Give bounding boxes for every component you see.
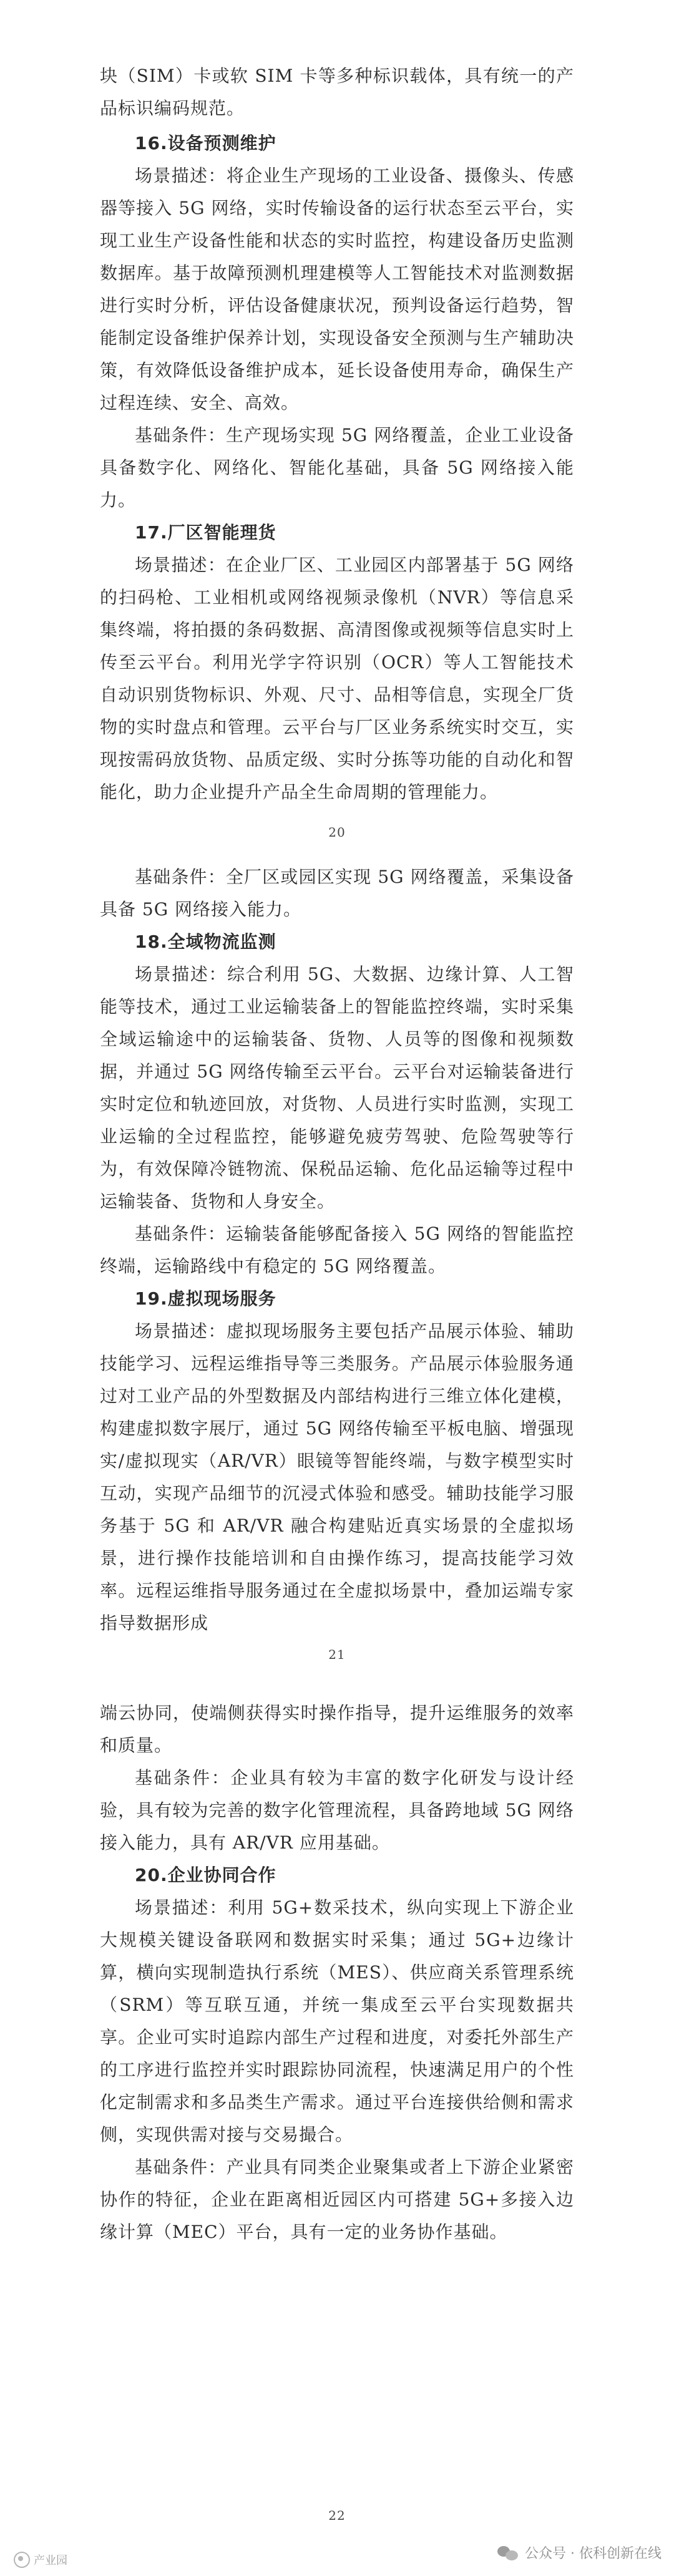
page-number: 20: [328, 825, 346, 840]
paragraph: 基础条件：产业具有同类企业聚集或者上下游企业紧密协作的特征，企业在距离相近园区内可搭建 5G+多接入边缘计算（MEC）平台，具有一定的业务协作基础。: [100, 2157, 574, 2242]
page-number: 21: [328, 1647, 346, 1662]
paragraph: 场景描述：综合利用 5G、大数据、边缘计算、人工智能等技术，通过工业运输装备上的智能监控终端，实时采集全域运输途中的运输装备、货物、人员等的图像和视频数据，并通过 5G 网络传输至云平台。云平台对运输装备进行实时定位和轨迹回放，对货物、人员进行实时监测，实现工业运输的全过程监控，能够避免疲劳驾驶、危险驾驶等行为，有效保障冷链物流、保税品运输、危化品运输等过程中运输装备、货物和人身安全。: [100, 964, 574, 1212]
paragraph: 基础条件：企业具有较为丰富的数字化研发与设计经验，具有较为完善的数字化管理流程，具备跨地域 5G 网络接入能力，具有 AR/VR 应用基础。: [100, 1767, 574, 1853]
paragraph: 场景描述：利用 5G+数采技术，纵向实现上下游企业大规模关键设备联网和数据实时采集；通过 5G+边缘计算，横向实现制造执行系统（MES）、供应商关系管理系统（SRM）等互联互通，并统一集成至云平台实现数据共享。企业可实时追踪内部生产过程和进度，对委托外部生产的工序进行监控并实时跟踪协同流程，快速满足用户的个性化定制需求和多品类生产需求。通过平台连接供给侧和需求侧，实现供需对接与交易撮合。: [100, 1897, 574, 2145]
section-heading-16: 16.设备预测维护: [135, 133, 276, 153]
paragraph: 基础条件：全厂区或园区实现 5G 网络覆盖，采集设备具备 5G 网络接入能力。: [100, 867, 574, 920]
paragraph: 场景描述：在企业厂区、工业园区内部署基于 5G 网络的扫码枪、工业相机或网络视频录像机（NVR）等信息采集终端，将拍摄的条码数据、高清图像或视频等信息实时上传至云平台。利用光学字符识别（OCR）等人工智能技术自动识别货物标识、外观、尺寸、品相等信息，实现全厂货物的实时盘点和管理。云平台与厂区业务系统实时交互，实现按需码放货物、品质定级、实时分拣等功能的自动化和智能化，助力企业提升产品全生命周期的管理能力。: [100, 555, 574, 802]
paragraph: 场景描述：虚拟现场服务主要包括产品展示体验、辅助技能学习、远程运维指导等三类服务。产品展示体验服务通过对工业产品的外型数据及内部结构进行三维立体化建模，构建虚拟数字展厅，通过 5G 网络传输至平板电脑、增强现实/虚拟现实（AR/VR）眼镜等智能终端，与数字模型实时互动，实现产品细节的沉浸式体验和感受。辅助技能学习服务基于 5G 和 AR/VR 融合构建贴近真实场景的全虚拟场景，进行操作技能培训和自由操作练习，提高技能学习效率。远程运维指导服务通过在全虚拟场景中，叠加运端专家指导数据形成: [100, 1321, 574, 1633]
section-heading-20: 20.企业协同合作: [135, 1865, 276, 1885]
section-heading-17: 17.厂区智能理货: [135, 522, 276, 543]
watermark-text: 公众号 · 依科创新在线: [525, 2546, 662, 2562]
corner-logo: [14, 2552, 67, 2568]
paragraph: 基础条件：运输装备能够配备接入 5G 网络的智能监控终端，运输路线中有稳定的 5G 网络覆盖。: [100, 1223, 574, 1276]
logo-icon: [14, 2552, 30, 2568]
logo-text: 产业园: [34, 2554, 67, 2567]
page-20: [0, 0, 674, 840]
page-21: [0, 861, 674, 1672]
wechat-icon: [497, 2545, 519, 2561]
section-heading-18: 18.全域物流监测: [135, 931, 276, 952]
paragraph: 端云协同，使端侧获得实时操作指导，提升运维服务的效率和质量。: [100, 1703, 574, 1756]
paragraph: 场景描述：将企业生产现场的工业设备、摄像头、传感器等接入 5G 网络，实时传输设备的运行状态至云平台，实现工业生产设备性能和状态的实时监控，构建设备历史监测数据库。基于故障预测机理建模等人工智能技术对监测数据进行实时分析，评估设备健康状况，预判设备运行趋势，智能制定设备维护保养计划，实现设备安全预测与生产辅助决策，有效降低设备维护成本，延长设备使用寿命，确保生产过程连续、安全、高效。: [100, 165, 574, 413]
paragraph: 基础条件：生产现场实现 5G 网络覆盖，企业工业设备具备数字化、网络化、智能化基础，具备 5G 网络接入能力。: [100, 425, 574, 510]
section-heading-19: 19.虚拟现场服务: [135, 1288, 276, 1309]
wechat-watermark: [497, 2543, 662, 2562]
page-22: [0, 1697, 674, 2570]
page-number: 22: [328, 2508, 346, 2523]
paragraph: 块（SIM）卡或软 SIM 卡等多种标识载体，具有统一的产品标识编码规范。: [100, 66, 574, 119]
